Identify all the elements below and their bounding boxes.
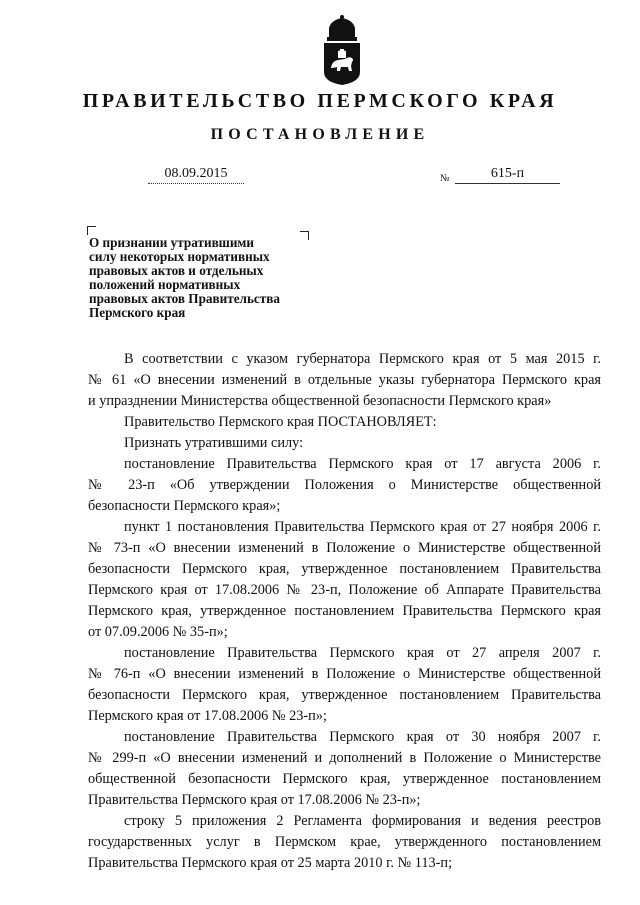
subject-line: положений нормативных bbox=[89, 277, 241, 292]
document-body bbox=[88, 349, 601, 874]
document-subject bbox=[89, 236, 314, 320]
body-line: Пермского края от 17.08.2006 № 23-п, Положение об Аппарате Правительства bbox=[88, 582, 601, 598]
body-line: Правительство Пермского края ПОСТАНОВЛЯЕТ: bbox=[124, 414, 437, 430]
body-line: постановление Правительства Пермского края от 27 апреля 2007 г. bbox=[124, 645, 601, 661]
government-title: ПРАВИТЕЛЬСТВО ПЕРМСКОГО КРАЯ bbox=[82, 90, 558, 112]
body-line: Правительства Пермского края от 17.08.2006 № 23-п»; bbox=[88, 792, 421, 808]
body-line: безопасности Пермского края, утвержденное постановлением Правительства bbox=[88, 687, 601, 703]
subject-line: О признании утратившими bbox=[89, 235, 254, 250]
subject-line: силу некоторых нормативных bbox=[89, 249, 270, 264]
body-line: № 61 «О внесении изменений в отдельные указы губернатора Пермского края bbox=[88, 372, 601, 388]
body-line: строку 5 приложения 2 Регламента формирования и ведения реестров bbox=[124, 813, 601, 829]
body-line: постановление Правительства Пермского края от 17 августа 2006 г. bbox=[124, 456, 601, 472]
body-line: Пермского края, утвержденное постановлением Правительства Пермского края bbox=[88, 603, 601, 619]
body-line: государственных услуг в Пермском крае, утвержденного постановлением bbox=[88, 834, 601, 850]
body-line: Признать утратившими силу: bbox=[124, 435, 304, 451]
body-line: постановление Правительства Пермского края от 30 ноября 2007 г. bbox=[124, 729, 601, 745]
document-type: ПОСТАНОВЛЕНИЕ bbox=[210, 126, 430, 143]
body-line: № 299-п «О внесении изменений и дополнений в Положение о Министерстве bbox=[88, 750, 601, 766]
body-line: безопасности Пермского края»; bbox=[88, 498, 281, 514]
body-line: В соответствии с указом губернатора Пермского края от 5 мая 2015 г. bbox=[124, 351, 601, 367]
body-line: и упразднении Министерства общественной безопасности Пермского края» bbox=[88, 393, 552, 409]
subject-line: Пермского края bbox=[89, 305, 186, 320]
body-line: № 73-п «О внесении изменений в Положение о Министерстве общественной bbox=[88, 540, 601, 556]
subject-line: правовых актов и отдельных bbox=[89, 263, 264, 278]
subject-corner-left bbox=[87, 226, 96, 235]
body-line: Пермского края от 17.08.2006 № 23-п»; bbox=[88, 708, 327, 724]
body-line: № 23-п «Об утверждении Положения о Министерстве общественной bbox=[88, 477, 601, 493]
body-line: общественной безопасности Пермского края, утвержденное постановлением bbox=[88, 771, 601, 787]
body-line: № 76-п «О внесении изменений в Положение о Министерстве общественной bbox=[88, 666, 601, 682]
number-sign: № bbox=[440, 173, 450, 184]
subject-line: правовых актов Правительства bbox=[89, 291, 280, 306]
body-line: Правительства Пермского края от 25 марта 2010 г. № 113-п; bbox=[88, 855, 453, 871]
body-line: безопасности Пермского края, утвержденное постановлением Правительства bbox=[88, 561, 601, 577]
coat-of-arms-icon bbox=[321, 14, 363, 86]
document-date: 08.09.2015 bbox=[148, 166, 244, 184]
document-number: 615-п bbox=[455, 166, 560, 184]
body-line: от 07.09.2006 № 35-п»; bbox=[88, 624, 228, 640]
body-line: пункт 1 постановления Правительства Пермского края от 27 ноября 2006 г. bbox=[124, 519, 601, 535]
